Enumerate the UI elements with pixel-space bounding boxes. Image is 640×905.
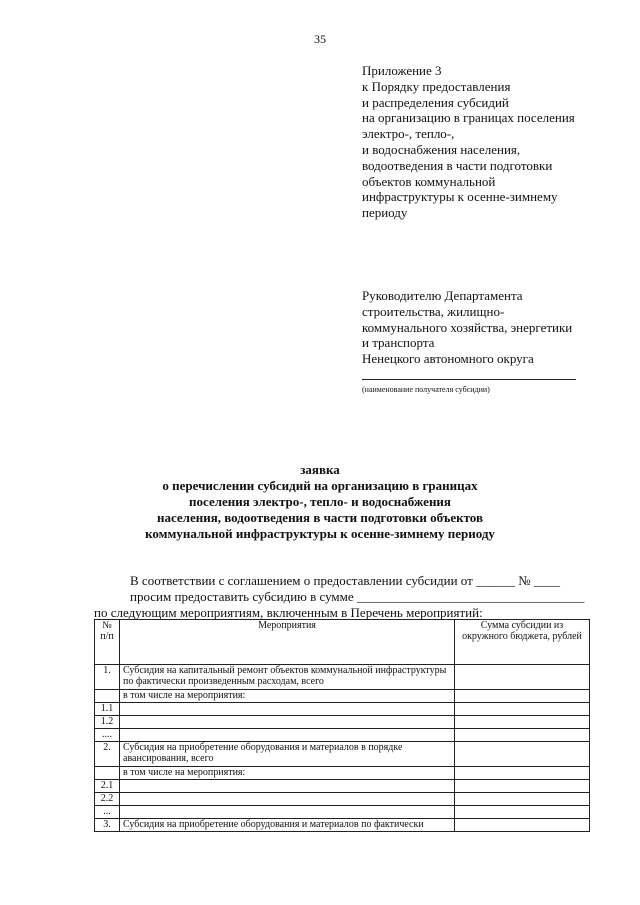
row-text <box>120 806 455 819</box>
appendix-line: к Порядку предоставления <box>362 78 511 94</box>
amount-cell[interactable] <box>455 767 590 780</box>
table-header-row <box>95 620 590 665</box>
table-row <box>95 665 590 690</box>
addressee-block <box>362 288 632 367</box>
addressee-line: и транспорта <box>362 335 435 351</box>
title-line: коммунальной инфраструктуры к осенне-зимнему периоду <box>145 526 495 541</box>
title-line: поселения электро-, тепло- и водоснабжения <box>189 494 451 509</box>
row-text: в том числе на мероприятия: <box>120 690 455 703</box>
appendix-line: инфраструктуры к осенне-зимнему <box>362 189 558 205</box>
title-line: населения, водоотведения в части подготовки объектов <box>156 510 483 525</box>
table-row <box>95 716 590 729</box>
body-line-1: В соответствии с соглашением о предоставлении субсидии от ______ № ____ <box>130 573 560 588</box>
title-line: о перечислении субсидий на организацию в границах <box>162 478 478 493</box>
amount-cell[interactable] <box>455 742 590 767</box>
appendix-line: на организацию в границах поселения <box>362 110 575 126</box>
header-event: Мероприятия <box>120 620 455 665</box>
recipient-caption: (наименование получателя субсидии) <box>362 385 490 394</box>
amount-cell[interactable] <box>455 806 590 819</box>
appendix-line: и распределения субсидий <box>362 94 509 110</box>
amount-cell[interactable] <box>455 819 590 832</box>
title-line: заявка <box>300 462 340 477</box>
row-num: 1.2 <box>95 716 120 729</box>
row-num <box>95 690 120 703</box>
appendix-line: объектов коммунальной <box>362 173 496 189</box>
row-num: 1. <box>95 665 120 690</box>
table-row <box>95 729 590 742</box>
row-num: 2.1 <box>95 780 120 793</box>
amount-cell[interactable] <box>455 780 590 793</box>
table-row <box>95 690 590 703</box>
header-amount: Сумма субсидии из окружного бюджета, рублей <box>455 620 590 665</box>
body-line-2: просим предоставить субсидию в сумме ___________________________________ <box>130 589 585 604</box>
row-text <box>120 780 455 793</box>
appendix-header <box>362 63 632 221</box>
row-num: 2.2 <box>95 793 120 806</box>
amount-cell[interactable] <box>455 729 590 742</box>
amount-cell[interactable] <box>455 793 590 806</box>
appendix-line: Приложение 3 <box>362 63 442 78</box>
addressee-line: коммунального хозяйства, энергетики <box>362 319 573 335</box>
subsidy-table <box>94 619 590 832</box>
amount-cell[interactable] <box>455 716 590 729</box>
table-row <box>95 767 590 780</box>
appendix-line: периоду <box>362 205 408 221</box>
addressee-line: Руководителю Департамента <box>362 288 523 303</box>
row-text <box>120 793 455 806</box>
row-num: .... <box>95 729 120 742</box>
amount-cell[interactable] <box>455 690 590 703</box>
row-text: Субсидия на приобретение оборудования и материалов в порядке авансирования, всего <box>120 742 455 767</box>
row-text: Субсидия на капитальный ремонт объектов коммунальной инфраструктуры по фактически произведенным расходам, всего <box>120 665 455 690</box>
row-text <box>120 703 455 716</box>
body-line-3: по следующим мероприятиям, включенным в Перечень мероприятий: <box>94 605 483 620</box>
amount-cell[interactable] <box>455 703 590 716</box>
addressee-line: Ненецкого автономного округа <box>362 351 534 367</box>
row-text <box>120 716 455 729</box>
row-num <box>95 767 120 780</box>
row-text: в том числе на мероприятия: <box>120 767 455 780</box>
header-num: № п/п <box>95 620 120 665</box>
appendix-line: и водоснабжения населения, <box>362 141 521 157</box>
document-title <box>0 462 640 542</box>
appendix-line: водоотведения в части подготовки <box>362 157 553 173</box>
request-text <box>94 573 584 621</box>
page-number: 35 <box>314 32 326 46</box>
recipient-name-field[interactable] <box>362 379 576 380</box>
table-row <box>95 703 590 716</box>
row-num: 2. <box>95 742 120 767</box>
row-text <box>120 729 455 742</box>
row-num: 3. <box>95 819 120 832</box>
table-row <box>95 806 590 819</box>
addressee-line: строительства, жилищно- <box>362 303 505 319</box>
row-num: 1.1 <box>95 703 120 716</box>
table-row <box>95 819 590 832</box>
amount-cell[interactable] <box>455 665 590 690</box>
table-row <box>95 793 590 806</box>
table-row <box>95 780 590 793</box>
row-text: Субсидия на приобретение оборудования и материалов по фактически <box>120 819 455 832</box>
appendix-line: электро-, тепло-, <box>362 126 455 142</box>
table-row <box>95 742 590 767</box>
row-num: ... <box>95 806 120 819</box>
